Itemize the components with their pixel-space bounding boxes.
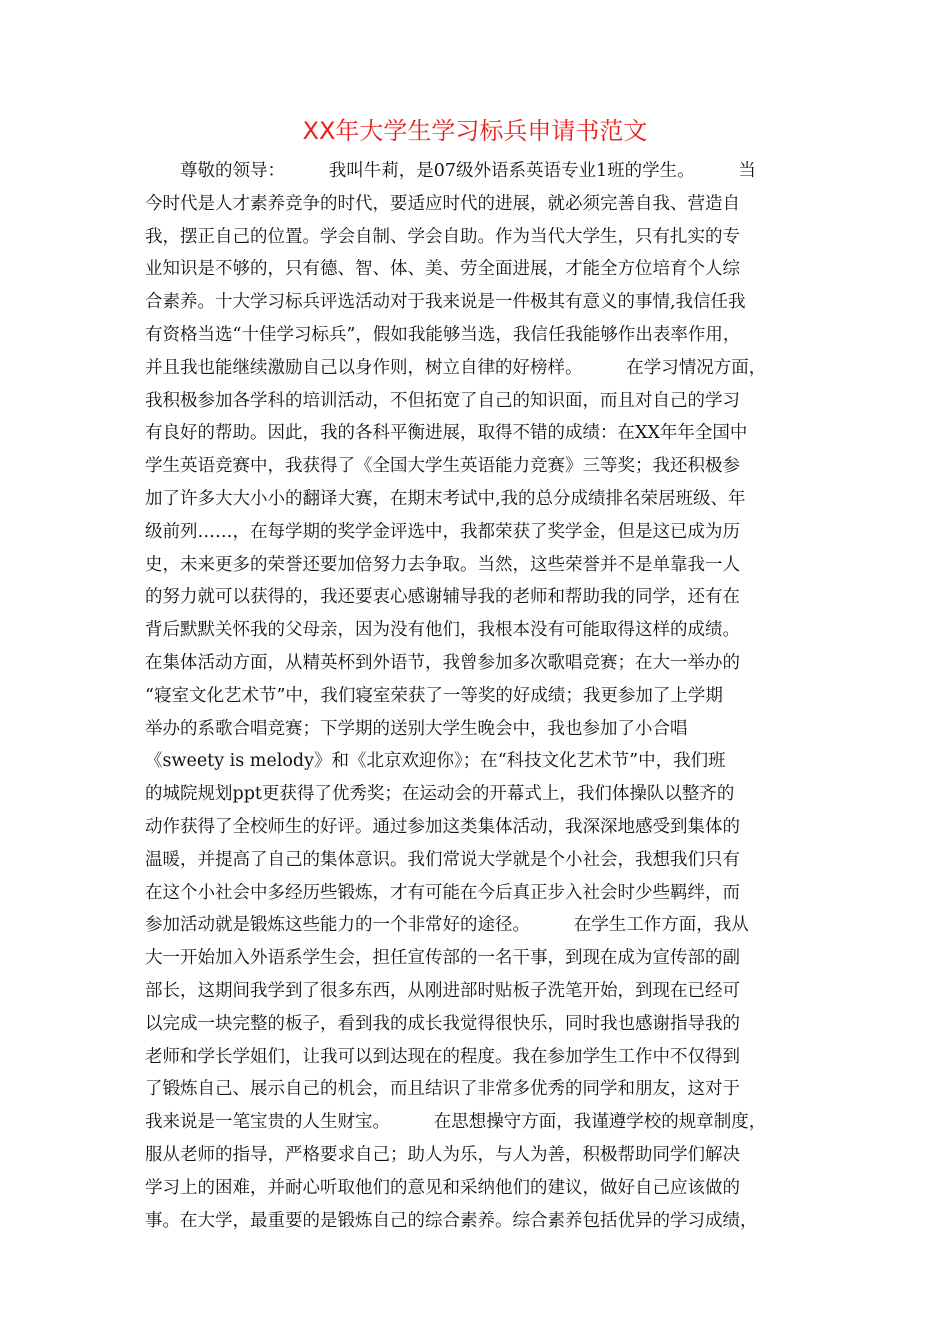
body-line-23: 在这个小社会中多经历些锻炼，才有可能在今后真正步入社会时少些羁绊，而 (145, 882, 740, 903)
body-line-1: 尊敬的领导： 我叫牛莉，是07级外语系英语专业1班的学生。 当 (145, 161, 756, 181)
body-line-18: 举办的系歌合唱竞赛；下学期的送别大学生晚会中，我也参加了小合唱 (145, 718, 688, 739)
body-line-13: 史，未来更多的荣誉还要加倍努力去争取。当然，这些荣誉并不是单靠我一人 (145, 554, 740, 575)
body-line-16: 在集体活动方面，从精英杯到外语节，我曾参加多次歌唱竞赛；在大一举办的 (145, 652, 740, 673)
body-line-17: “寝室文化艺术节”中，我们寝室荣获了一等奖的好成绩；我更参加了上学期 (145, 685, 723, 706)
body-line-31: 服从老师的指导，严格要求自己；助人为乐，与人为善，积极帮助同学们解决 (145, 1144, 740, 1165)
body-line-3: 我，摆正自己的位置。学会自制、学会自助。作为当代大学生，只有扎实的专 (145, 226, 740, 247)
body-line-14: 的努力就可以获得的，我还要衷心感谢辅导我的老师和帮助我的同学，还有在 (145, 587, 740, 608)
body-line-7: 并且我也能继续激励自己以身作则，树立自律的好榜样。 在学习情况方面， (145, 357, 767, 378)
body-line-15: 背后默默关怀我的父母亲，因为没有他们，我根本没有可能取得这样的成绩。 (145, 620, 740, 641)
body-line-12: 级前列……，在每学期的奖学金评选中，我都荣获了奖学金，但是这已成为历 (145, 521, 740, 542)
body-line-25: 大一开始加入外语系学生会，担任宣传部的一名干事，到现在成为宣传部的副 (145, 948, 740, 969)
body-line-8: 我积极参加各学科的培训活动，不但拓宽了自己的知识面，而且对自己的学习 (145, 390, 740, 411)
body-line-20: 的城院规划ppt更获得了优秀奖；在运动会的开幕式上，我们体操队以整齐的 (145, 784, 735, 805)
body-line-32: 学习上的困难，并耐心听取他们的意见和采纳他们的建议，做好自己应该做的 (145, 1177, 740, 1198)
body-line-19: 《sweety is melody》和《北京欢迎你》；在“科技文化艺术节”中，我们班 (145, 751, 726, 772)
document-body (145, 155, 810, 1237)
body-line-22: 温暖，并提高了自己的集体意识。我们常说大学就是个小社会，我想我们只有 (145, 849, 740, 870)
body-line-28: 老师和学长学姐们，让我可以到达现在的程度。我在参加学生工作中不仅得到 (145, 1046, 740, 1067)
body-line-27: 以完成一块完整的板子，看到我的成长我觉得很快乐，同时我也感谢指导我的 (145, 1013, 740, 1034)
body-line-30: 我来说是一笔宝贵的人生财宝。 在思想操守方面，我谨遵学校的规章制度， (145, 1112, 767, 1133)
body-line-21: 动作获得了全校师生的好评。通过参加这类集体活动，我深深地感受到集体的 (145, 816, 740, 837)
body-line-6: 有资格当选“十佳学习标兵”，假如我能够当选，我信任我能够作出表率作用， (145, 324, 741, 345)
body-line-26: 部长，这期间我学到了很多东西，从刚进部时贴板子洗笔开始，到现在已经可 (145, 980, 740, 1001)
body-line-5: 合素养。十大学习标兵评选活动对于我来说是一件极其有意义的事情,我信任我 (145, 292, 746, 313)
body-line-9: 有良好的帮助。因此，我的各科平衡进展，取得不错的成绩：在XX年年全国中 (145, 423, 748, 444)
body-line-4: 业知识是不够的，只有德、智、体、美、劳全面进展，才能全方位培育个人综 (145, 259, 740, 280)
body-line-11: 加了许多大大小小的翻译大赛，在期末考试中,我的总分成绩排名荣居班级、年 (145, 488, 746, 509)
document-title: XX年大学生学习标兵申请书范文 (302, 117, 648, 145)
body-line-33: 事。在大学，最重要的是锻炼自己的综合素养。综合素养包括优异的学习成绩， (145, 1210, 758, 1231)
body-line-2: 今时代是人才素养竞争的时代，要适应时代的进展，就必须完善自我、营造自 (145, 193, 740, 214)
body-line-29: 了锻炼自己、展示自己的机会，而且结识了非常多优秀的同学和朋友，这对于 (145, 1079, 740, 1100)
body-line-10: 学生英语竞赛中，我获得了《全国大学生英语能力竞赛》三等奖；我还积极参 (145, 456, 740, 477)
body-line-24: 参加活动就是锻炼这些能力的一个非常好的途径。 在学生工作方面，我从 (145, 915, 749, 936)
